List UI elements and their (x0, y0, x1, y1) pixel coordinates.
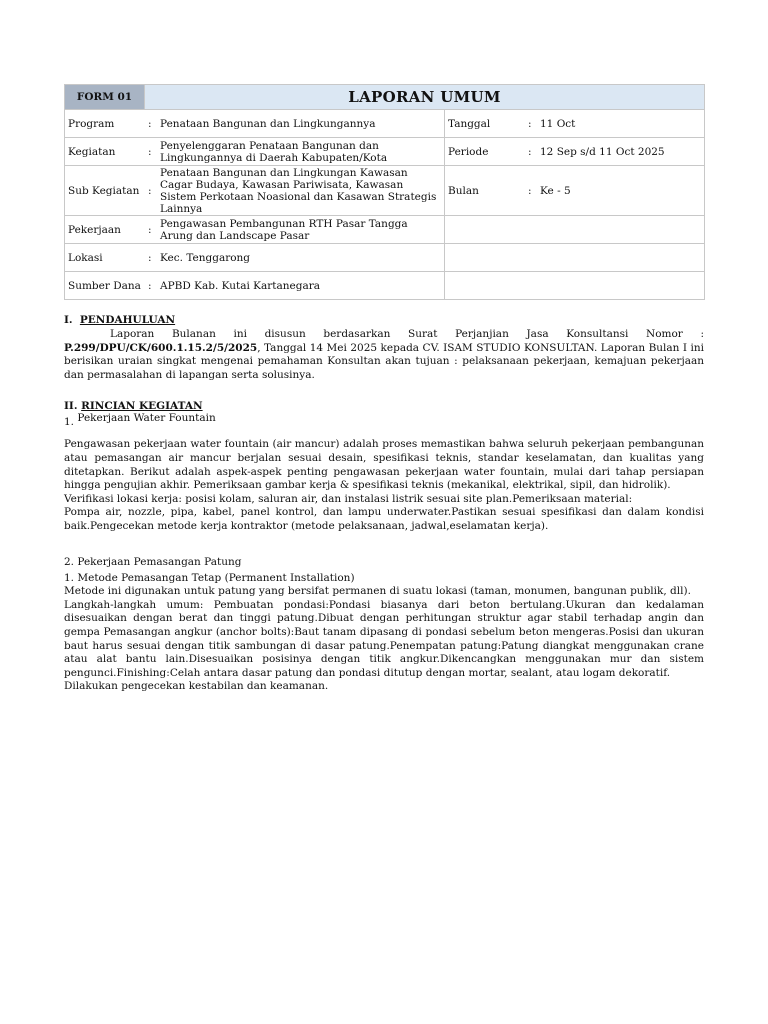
sumber-dana-value: APBD Kab. Kutai Kartanegara (160, 279, 321, 292)
periode-label: Periode (448, 145, 489, 158)
bulan-value: Ke - 5 (540, 184, 571, 197)
item1-paragraph-2: Verifikasi lokasi kerja: posisi kolam, saluran air, dan instalasi listrik sesuai site plan.Pemeriksaan material: (64, 492, 633, 505)
row-sub-kegiatan: Sub Kegiatan : Penataan Bangunan dan Lingkungan Kawasan Cagar Budaya, Kawasan Pariwisata, Kawasan Sistem Perkotaan Noasional dan Kasawan Strategis Lainnya (65, 166, 445, 216)
row-pekerjaan: Pekerjaan : Pengawasan Pembangunan RTH Pasar Tangga Arung dan Landscape Pasar (65, 216, 445, 244)
sub-kegiatan-label: Sub Kegiatan (68, 184, 140, 197)
empty-cell (445, 244, 705, 272)
item2-paragraph-1: Metode ini digunakan untuk patung yang bersifat permanen di suatu lokasi (taman, monumen, bangunan publik, dll). (64, 585, 691, 598)
lokasi-value: Kec. Tenggarong (160, 251, 251, 264)
report-header-table (64, 84, 705, 300)
item2-paragraph-3: Dilakukan pengecekan kestabilan dan keamanan. (64, 680, 329, 693)
pendahuluan-title: PENDAHULUAN (79, 314, 176, 326)
sub-kegiatan-value: Penataan Bangunan dan Lingkungan Kawasan Cagar Budaya, Kawasan Pariwisata, Kawasan Sistem Perkotaan Noasional dan Kasawan Strategis Lainnya (160, 166, 437, 215)
kegiatan-value: Penyelenggaran Penataan Bangunan dan Lingkungannya di Daerah Kabupaten/Kota (160, 139, 388, 164)
row-sumber-dana: Sumber Dana : APBD Kab. Kutai Kartanegara (65, 272, 445, 300)
item1-heading: 1. Pekerjaan Water Fountain (64, 412, 216, 429)
empty-cell (445, 272, 705, 300)
row-tanggal: Tanggal : 11 Oct (445, 110, 705, 138)
section-rincian-heading: II. RINCIAN KEGIATAN (64, 400, 203, 413)
item1-title: Pekerjaan Water Fountain (77, 412, 216, 425)
tanggal-label: Tanggal (448, 117, 491, 130)
form-number: FORM 01 (65, 85, 145, 110)
item1-paragraph-3: Pompa air, nozzle, pipa, kabel, panel kontrol, dan lampu underwater.Pastikan sesuai spesifikasi dan dalam kondisi baik.Pengecekan metode kerja kontraktor (metode pelaksanaan, jadwal,eselamatan kerja). (64, 506, 704, 532)
pekerjaan-label: Pekerjaan (68, 223, 121, 236)
item2-paragraph-2: Langkah-langkah umum: Pembuatan pondasi:Pondasi biasanya dari beton bertulang.Ukuran dan kedalaman disesuaikan dengan berat dan tinggi patung.Dibuat dengan perhitungan struktur agar stabil terhadap angin dan gempa Pemasangan angkur (anchor bolts):Baut tanam dipasang di pondasi sebelum beton mengeras.Posisi dan ukuran baut harus sesuai dengan titik sambungan di dasar patung.Penempatan patung:Patung diangkat menggunakan crane atau alat bantu lain.Disesuaikan posisinya dengan titik angkur.Dikencangkan menggunakan mur dan sistem pengunci.Finishing:Celah antara dasar patung dan pondasi ditutup dengan mortar, sealant, atau logam dekoratif. (64, 598, 704, 679)
item1-paragraph-1: Pengawasan pekerjaan water fountain (air mancur) adalah proses memastikan bahwa seluruh pekerjaan pembangunan atau pemasangan air mancur berjalan sesuai desain, spesifikasi teknis, standar keselamatan, dan kualitas yang ditetapkan. Berikut adalah aspek-aspek penting pengawasan pekerjaan water fountain, mulai dari tahap persiapan hingga pengujian akhir. Pemeriksaan gambar kerja & spesifikasi teknis (mekanikal, elektrikal, sipil, dan hidrolik). (64, 438, 704, 492)
program-label: Program (68, 117, 115, 130)
section-pendahuluan-heading: I. PENDAHULUAN (64, 314, 176, 326)
row-program: Program : Penataan Bangunan dan Lingkungannya (65, 110, 445, 138)
rincian-title: RINCIAN KEGIATAN (81, 400, 203, 413)
contract-number: P.299/DPU/CK/600.1.15.2/5/2025 (64, 341, 258, 354)
row-lokasi: Lokasi : Kec. Tenggarong (65, 244, 445, 272)
item2-subheading: 1. Metode Pemasangan Tetap (Permanent Installation) (64, 571, 355, 584)
periode-value: 12 Sep s/d 11 Oct 2025 (540, 145, 665, 158)
program-value: Penataan Bangunan dan Lingkungannya (160, 117, 376, 130)
report-title: LAPORAN UMUM (145, 85, 705, 110)
pekerjaan-value: Pengawasan Pembangunan RTH Pasar Tangga Arung dan Landscape Pasar (160, 217, 408, 242)
row-periode: Periode : 12 Sep s/d 11 Oct 2025 (445, 138, 705, 166)
bulan-label: Bulan (448, 184, 479, 197)
pendahuluan-paragraph: Laporan Bulanan ini disusun berdasarkan Surat Perjanjian Jasa Konsultansi Nomor : P.299/DPU/CK/600.1.15.2/5/2025, Tanggal 14 Mei 2025 kepada CV. ISAM STUDIO KONSULTAN. Laporan Bulan I ini berisikan uraian singkat mengenai pemahaman Konsultan akan tujuan : pelaksanaan pekerjaan, kemajuan pekerjaan dan permasalahan di lapangan serta solusinya. (64, 328, 704, 381)
sumber-dana-label: Sumber Dana (68, 279, 141, 292)
empty-cell (445, 216, 705, 244)
lokasi-label: Lokasi (68, 251, 103, 264)
kegiatan-label: Kegiatan (68, 145, 116, 158)
tanggal-value: 11 Oct (540, 117, 576, 130)
report-page (64, 84, 704, 694)
item2-title: 2. Pekerjaan Pemasangan Patung (64, 555, 242, 568)
row-kegiatan: Kegiatan : Penyelenggaran Penataan Bangunan dan Lingkungannya di Daerah Kabupaten/Kota (65, 138, 445, 166)
row-bulan: Bulan : Ke - 5 (445, 166, 705, 216)
